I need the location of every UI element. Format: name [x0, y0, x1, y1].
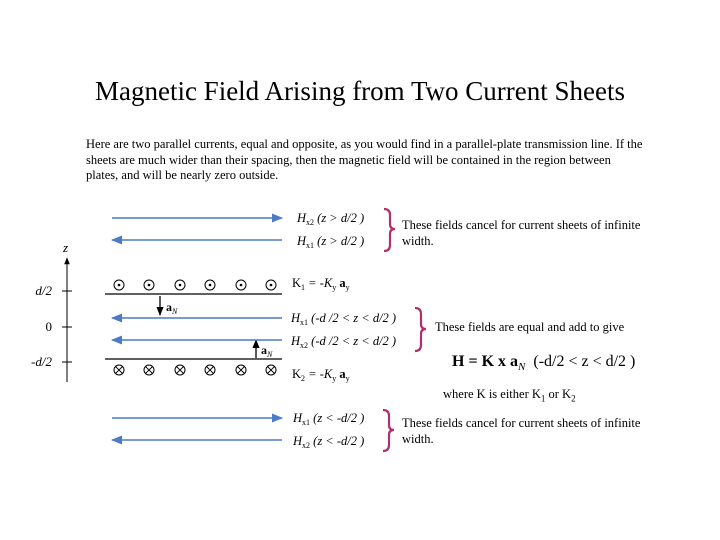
field-label-mid-2: $H_{x2}$ (-d /2 < z < d/2 ) [291, 334, 397, 350]
current-in-cross-5 [238, 367, 244, 373]
current-in-cross-2 [146, 367, 152, 373]
normal-vector-top-label: $a_N$ [166, 300, 178, 316]
note-top: These fields cancel for current sheets of infinite width. [402, 218, 641, 248]
page-title: Magnetic Field Arising from Two Current Sheets [94, 76, 626, 106]
field-label-bottom-1: $H_{x1}$ (z < -d/2 ) [293, 411, 365, 427]
field-label-top-1: $H_{x2}$ (z > d/2 ) [297, 211, 365, 227]
equation-sub: N [518, 361, 526, 374]
out-of-page-currents [114, 280, 276, 290]
current-label-k1: $K_1 = -K_y$ $a_y$ [292, 276, 350, 292]
where-sub2: 2 [571, 393, 576, 404]
into-page-currents [114, 365, 276, 375]
equation-range: (-d/2 < z < d/2 ) [525, 353, 636, 370]
current-out-dot-6 [270, 284, 273, 287]
tick-label-top: d/2 [35, 283, 52, 298]
current-out-dot-2 [148, 284, 151, 287]
normal-vector-bottom-label: $a_N$ [261, 343, 273, 359]
tick-label-bottom: -d/2 [31, 354, 52, 369]
result-equation [452, 353, 635, 373]
tick-label-mid: 0 [45, 319, 52, 334]
current-out-dot-1 [118, 284, 121, 287]
brace-bottom [383, 410, 394, 451]
field-label-mid-1: $H_{x1}$ (-d /2 < z < d/2 ) [291, 311, 397, 327]
where-text: where K is either K [443, 387, 541, 401]
current-in-cross-1 [116, 367, 122, 373]
current-out-dot-3 [179, 284, 182, 287]
note-bottom: These fields cancel for current sheets of infinite width. [402, 416, 641, 446]
brace-middle [415, 308, 426, 351]
intro-paragraph: Here are two parallel currents, equal and opposite, as you would find in a parallel-plate transmission line. If the sheets are much wider than their spacing, then the magnetic field will be contained in the region between plates, and will be nearly zero outside. [86, 137, 643, 182]
where-or: or K [545, 387, 572, 401]
where-sub1: 1 [540, 393, 546, 404]
field-label-top-2: $H_{x1}$ (z > d/2 ) [297, 234, 365, 250]
current-label-k2: $K_2 = -K_y$ $a_y$ [292, 367, 350, 383]
equation-lhs: H = K x a [452, 353, 519, 370]
brace-top [384, 209, 395, 251]
current-out-dot-4 [209, 284, 212, 287]
field-label-bottom-2: $H_{x2}$ (z < -d/2 ) [293, 434, 365, 450]
current-in-cross-6 [268, 367, 274, 373]
where-note [443, 387, 576, 404]
z-axis-label: z [63, 240, 69, 255]
note-middle: These fields are equal and add to give [435, 320, 625, 334]
current-out-dot-5 [240, 284, 243, 287]
current-in-cross-3 [177, 367, 183, 373]
current-in-cross-4 [207, 367, 213, 373]
